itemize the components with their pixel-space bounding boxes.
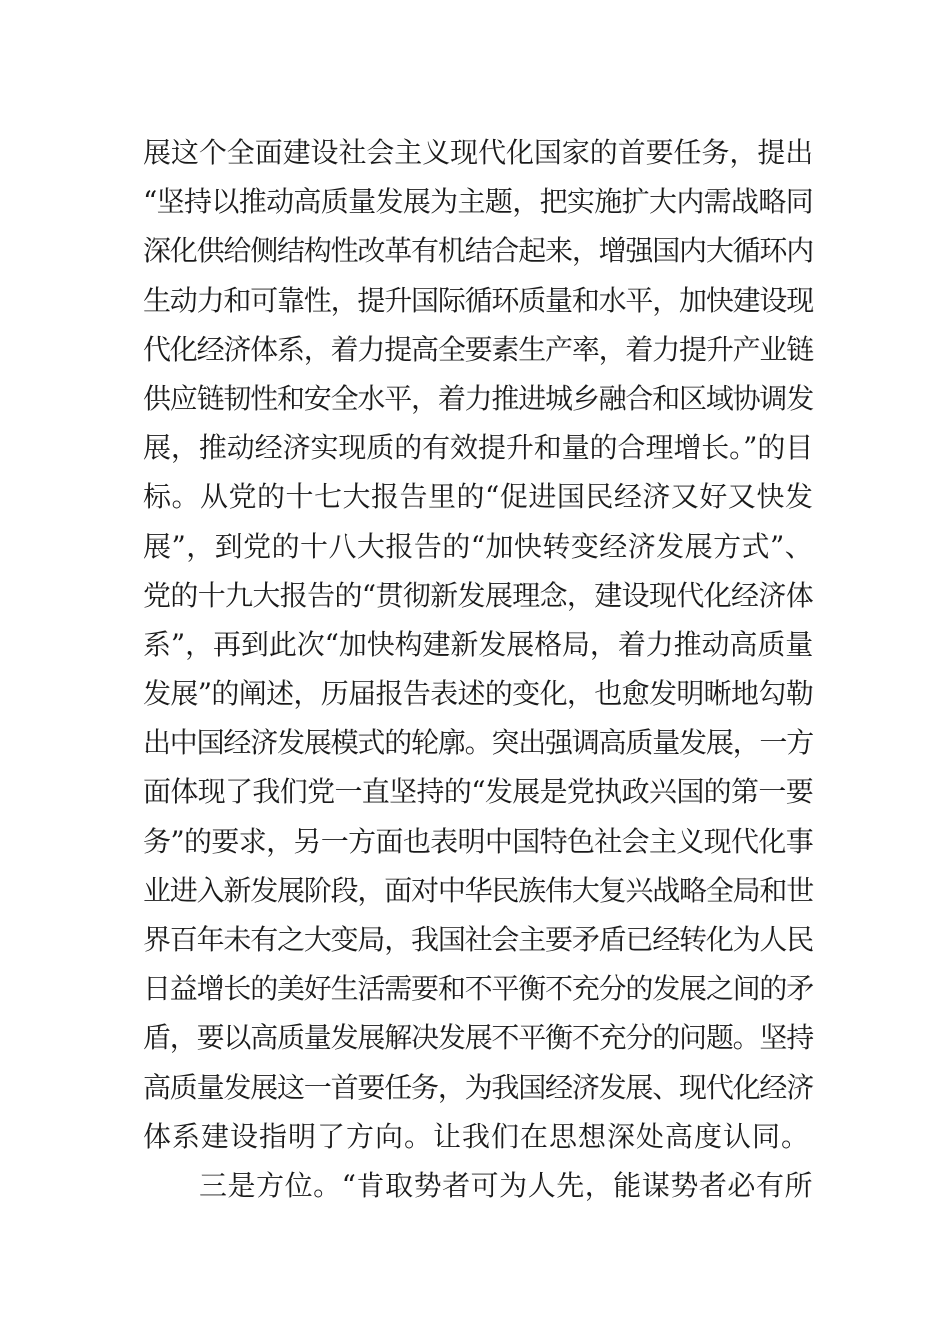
paragraph-first-line: 三是方位。“肯取势者可为人先，能谋势者必有所 xyxy=(199,1168,813,1202)
text-line: 党的十九大报告的“贯彻新发展理念，建设现代化经济体 xyxy=(143,578,813,612)
text-line: 展”，到党的十八大报告的“加快转变经济发展方式”、 xyxy=(143,529,813,563)
text-line: 盾，要以高质量发展解决发展不平衡不充分的问题。坚持 xyxy=(143,1021,813,1055)
text-line: 日益增长的美好生活需要和不平衡不充分的发展之间的矛 xyxy=(143,972,813,1006)
text-line: 展这个全面建设社会主义现代化国家的首要任务，提出 xyxy=(143,136,813,169)
text-line: 发展”的阐述，历届报告表述的变化，也愈发明晰地勾勒 xyxy=(143,677,813,711)
text-line: 高质量发展这一首要任务，为我国经济发展、现代化经济 xyxy=(143,1070,813,1104)
text-line: 生动力和可靠性，提升国际循环质量和水平，加快建设现 xyxy=(143,283,813,317)
paragraph-last-line: 体系建设指明了方向。让我们在思想深处高度认同。 xyxy=(143,1119,811,1153)
text-line: 出中国经济发展模式的轮廓。突出强调高质量发展，一方 xyxy=(143,726,813,760)
text-line: 展，推动经济实现质的有效提升和量的合理增长。”的目 xyxy=(143,431,813,465)
text-line: 系”，再到此次“加快构建新发展格局，着力推动高质量 xyxy=(143,627,813,661)
text-line: 深化供给侧结构性改革有机结合起来，增强国内大循环内 xyxy=(143,234,813,268)
text-line: 界百年未有之大变局，我国社会主要矛盾已经转化为人民 xyxy=(143,923,813,956)
text-line: 面体现了我们党一直坚持的“发展是党执政兴国的第一要 xyxy=(143,775,813,809)
text-line: 业进入新发展阶段，面对中华民族伟大复兴战略全局和世 xyxy=(143,873,813,907)
text-line: 代化经济体系，着力提高全要素生产率，着力提升产业链 xyxy=(143,332,813,366)
document-body xyxy=(143,128,813,1210)
text-line: “坚持以推动高质量发展为主题，把实施扩大内需战略同 xyxy=(143,185,813,219)
text-line: 供应链韧性和安全水平，着力推进城乡融合和区域协调发 xyxy=(143,381,813,415)
text-line: 标。从党的十七大报告里的“促进国民经济又好又快发 xyxy=(143,480,814,514)
text-line: 务”的要求，另一方面也表明中国特色社会主义现代化事 xyxy=(143,824,813,858)
